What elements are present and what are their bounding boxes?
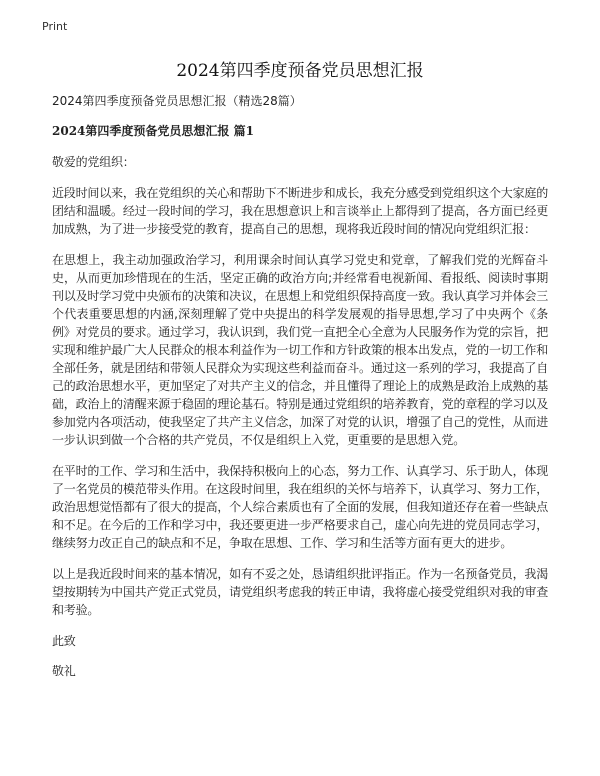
section-heading: 2024第四季度预备党员思想汇报 篇1 xyxy=(52,124,254,138)
paragraph-3: 在平时的工作、学习和生活中，我保持积极向上的心态，努力工作、认真学习、乐于助人，体现了一名党员的模范带头作用。在这段时间里，我在组织的关怀与培养下，认真学习、努力工作，政治思想觉悟都有了很大的提高，个人综合素质也有了全面的发展，但我知道还存在着一些缺点和不足。在今后的工作和学习中，我还要更进一步严格要求自己，虚心向先进的党员同志学习，继续努力改正自己的缺点和不足，争取在思想、工作、学习和生活等方面有更大的进步。 xyxy=(52,464,548,550)
closing-salute: 敬礼 xyxy=(52,664,76,678)
page-title: 2024第四季度预备党员思想汇报 xyxy=(176,61,424,81)
document-body xyxy=(52,92,548,692)
closing-regards: 此致 xyxy=(52,634,76,648)
document-subtitle: 2024第四季度预备党员思想汇报（精选28篇） xyxy=(52,94,302,108)
paragraph-1: 近段时间以来，我在党组织的关心和帮助下不断进步和成长，我充分感受到党组织这个大家庭的团结和温暖。经过一段时间的学习，我在思想意识上和言谈举止上都得到了提高，各方面已经更加成熟，为了进一步接受党的教育，提高自己的思想，现将我近段时间的情况向党组织汇报： xyxy=(52,186,548,236)
print-link[interactable]: Print xyxy=(42,20,68,33)
salutation: 敬爱的党组织： xyxy=(52,155,135,169)
paragraph-2: 在思想上，我主动加强政治学习，利用课余时间认真学习党史和党章，了解我们党的光辉奋斗史，从而更加珍惜现在的生活，坚定正确的政治方向;并经常看电视新闻、看报纸、阅读时事期刊以及时学习党中央颁布的决策和决议，在思想上和党组织保持高度一致。我认真学习并体会三个代表重要思想的内涵,深刻理解了党中央提出的科学发展观的指导思想,学习了中央两个《条例》对党员的要求。通过学习，我认识到，我们党一直把全心全意为人民服务作为党的宗旨，把实现和维护最广大人民群众的根本利益作为一切工作和方针政策的根本出发点，党的一切工作和全部任务，就是团结和带领人民群众为实现这些利益而奋斗。通过这一系列的学习，我提高了自己的政治思想水平，更加坚定了对共产主义的信念，并且懂得了理论上的成熟是政治上成熟的基础，政治上的清醒来源于稳固的理论基石。特别是通过党组织的培养教育，党的章程的学习以及参加党内各项活动，使我坚定了共产主义信念，加深了对党的认识，增强了自己的党性，从而进一步认识到做一个合格的共产党员，不仅是组织上入党，更重要的是思想入党。 xyxy=(52,253,548,447)
paragraph-4: 以上是我近段时间来的基本情况，如有不妥之处，恳请组织批评指正。作为一名预备党员，我渴望按期转为中国共产党正式党员，请党组织考虑我的转正申请，我将虚心接受党组织对我的审查和考验。 xyxy=(52,567,548,617)
